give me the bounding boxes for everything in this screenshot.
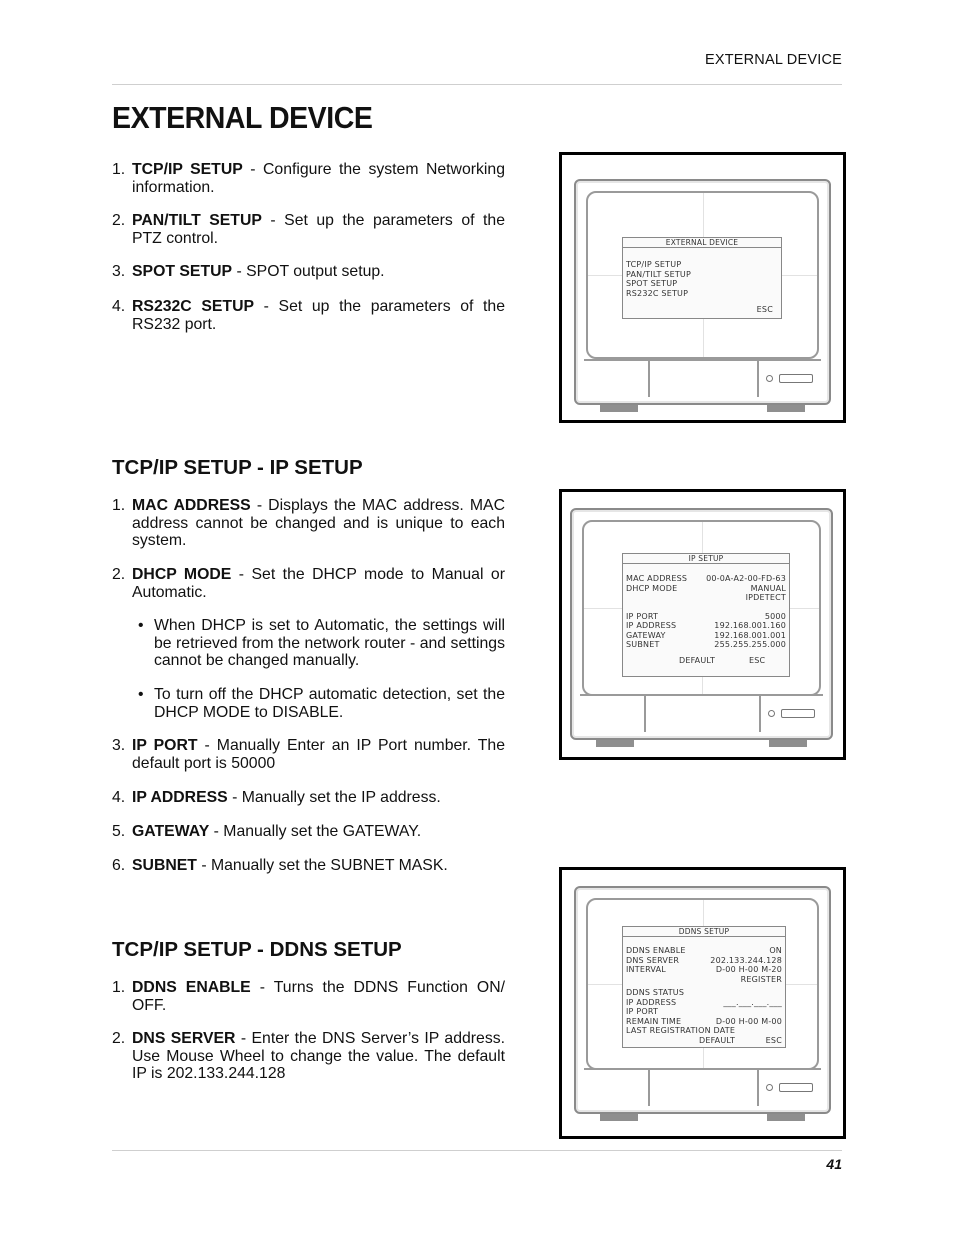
item-number: 4. [112, 789, 126, 806]
power-led-icon [766, 1084, 773, 1091]
monitor-illustration [570, 508, 833, 740]
monitor-screen [586, 191, 819, 359]
monitor-illustration [574, 179, 831, 405]
item-desc: - Turns the DDNS Function ON/ OFF. [132, 979, 505, 1014]
item-desc: - Manually set the SUBNET MASK. [196, 857, 448, 874]
bullet-text: When DHCP is set to Automatic, the settings will be retrieved from the network router - and settings cannot be changed manually. [154, 617, 505, 669]
osd-label: LAST REGISTRATION DATE [626, 1026, 736, 1035]
osd-default: DEFAULT [679, 655, 716, 665]
item-term: RS232C SETUP [132, 298, 255, 315]
osd-value: 192.168.001.001 [714, 630, 786, 640]
item-number: 1. [112, 497, 126, 514]
item-desc: - Manually Enter an IP Port number. The default port is 50000 [132, 737, 505, 772]
list-item [112, 979, 505, 1014]
header-divider [112, 84, 842, 85]
osd-label: DNS SERVER [626, 955, 680, 965]
osd-title: IP SETUP [623, 554, 789, 564]
osd-value: ___.___.___.___ [723, 997, 782, 1007]
osd-title: EXTERNAL DEVICE [623, 238, 781, 248]
item-number: 4. [112, 298, 126, 315]
osd-label: IP ADDRESS [626, 621, 677, 630]
screenshot-ip-setup [559, 489, 846, 760]
bullet-item [138, 686, 505, 721]
item-term: SUBNET [132, 857, 197, 874]
list-item [112, 161, 505, 196]
item-term: TCP/IP SETUP [132, 161, 243, 178]
osd-default: DEFAULT [699, 1035, 736, 1045]
osd-value: IPDETECT [745, 593, 786, 602]
list-item [112, 857, 505, 875]
item-term: SPOT SETUP [132, 263, 233, 280]
item-desc: - Configure the system Networking information. [132, 161, 505, 196]
item-number: 3. [112, 737, 126, 754]
footer-divider [112, 1150, 842, 1151]
osd-value: REGISTER [740, 974, 782, 984]
osd-label: IP PORT [626, 1007, 659, 1016]
list-item [112, 497, 505, 550]
item-term: DHCP MODE [132, 566, 232, 583]
list-item [112, 789, 505, 807]
item-desc: - Set the DHCP mode to Manual or Automatic. [132, 566, 505, 601]
item-desc: - Set up the parameters of the RS232 port. [132, 298, 505, 333]
item-desc: - Manually set the IP address. [227, 789, 441, 806]
item-desc: - Set up the parameters of the PTZ control. [132, 212, 505, 247]
osd-value: 00-0A-A2-00-FD-63 [706, 574, 786, 583]
power-led-icon [768, 710, 775, 717]
osd-ddns-setup [622, 926, 786, 1048]
item-desc: - Manually set the GATEWAY. [209, 823, 422, 840]
osd-value: 5000 [764, 611, 786, 621]
osd-esc: ESC [756, 304, 773, 314]
item-number: 6. [112, 857, 126, 874]
item-number: 2. [112, 1030, 126, 1047]
monitor-illustration [574, 886, 831, 1114]
monitor-panel [584, 359, 821, 397]
item-desc: - Enter the DNS Server’s IP address. Use Mouse Wheel to change the value. The default IP is 202.133.244.128 [132, 1030, 506, 1082]
page-title: EXTERNAL DEVICE [112, 100, 373, 135]
osd-label: REMAIN TIME [626, 1016, 682, 1026]
osd-ip-setup [622, 553, 790, 677]
osd-value: ON [769, 946, 782, 955]
osd-label: IP ADDRESS [626, 997, 677, 1007]
panel-slot-icon [781, 709, 815, 718]
monitor-screen [582, 520, 821, 696]
running-header: EXTERNAL DEVICE [704, 52, 842, 68]
osd-label: INTERVAL [626, 965, 666, 974]
section-heading-ddns-setup: TCP/IP SETUP - DDNS SETUP [112, 938, 402, 961]
list-item [112, 823, 505, 841]
osd-label: GATEWAY [626, 630, 666, 640]
monitor-panel [584, 1068, 821, 1106]
item-number: 1. [112, 979, 126, 996]
bullet-item [138, 617, 505, 670]
list-item [112, 298, 505, 333]
osd-value: 202.133.244.128 [710, 955, 782, 965]
list-item [112, 263, 505, 281]
osd-value: MANUAL [750, 583, 786, 593]
osd-title: DDNS SETUP [623, 927, 785, 937]
item-term: GATEWAY [132, 823, 210, 840]
item-term: IP ADDRESS [132, 789, 228, 806]
page-number: 41 [826, 1156, 842, 1172]
osd-label: MAC ADDRESS [626, 574, 688, 583]
bullet-dot: • [138, 686, 144, 703]
item-term: IP PORT [132, 737, 198, 754]
osd-menu-item: PAN/TILT SETUP [626, 269, 691, 279]
osd-value: D-00 H-00 M-00 [715, 1016, 782, 1026]
power-led-icon [766, 375, 773, 382]
item-number: 2. [112, 566, 126, 583]
osd-label: DHCP MODE [626, 583, 678, 593]
osd-label: SUBNET [626, 640, 660, 649]
item-term: PAN/TILT SETUP [132, 212, 262, 229]
osd-esc: ESC [765, 1035, 782, 1045]
osd-esc: ESC [749, 655, 766, 665]
monitor-panel [580, 694, 823, 732]
item-term: DNS SERVER [132, 1030, 236, 1047]
item-number: 2. [112, 212, 126, 229]
osd-value: D-00 H-00 M-20 [715, 965, 782, 974]
item-desc: - SPOT output setup. [232, 263, 385, 280]
osd-menu [622, 237, 782, 319]
bullet-dot: • [138, 617, 144, 634]
list-item [112, 737, 505, 772]
osd-value: 255.255.255.000 [714, 640, 786, 649]
monitor-screen [586, 898, 819, 1070]
osd-menu-item: SPOT SETUP [626, 279, 678, 288]
panel-slot-icon [779, 1083, 813, 1092]
panel-slot-icon [779, 374, 813, 383]
section-heading-ip-setup: TCP/IP SETUP - IP SETUP [112, 456, 363, 479]
osd-menu-item: RS232C SETUP [626, 288, 689, 298]
osd-value: 192.168.001.160 [714, 621, 786, 630]
item-number: 3. [112, 263, 126, 280]
osd-label: DDNS ENABLE [626, 946, 686, 955]
bullet-text: To turn off the DHCP automatic detection, set the DHCP MODE to DISABLE. [154, 686, 505, 721]
screenshot-ddns-setup [559, 867, 846, 1139]
list-item [112, 1030, 505, 1083]
item-term: DDNS ENABLE [132, 979, 251, 996]
item-term: MAC ADDRESS [132, 497, 251, 514]
screenshot-external-device [559, 152, 846, 423]
osd-label: IP PORT [626, 611, 659, 621]
list-item [112, 566, 505, 601]
osd-label: DDNS STATUS [626, 988, 685, 997]
item-number: 5. [112, 823, 126, 840]
list-item [112, 212, 505, 247]
item-number: 1. [112, 161, 126, 178]
item-desc: - Displays the MAC address. MAC address cannot be changed and is unique to each system. [132, 497, 505, 549]
osd-menu-item: TCP/IP SETUP [626, 260, 682, 269]
